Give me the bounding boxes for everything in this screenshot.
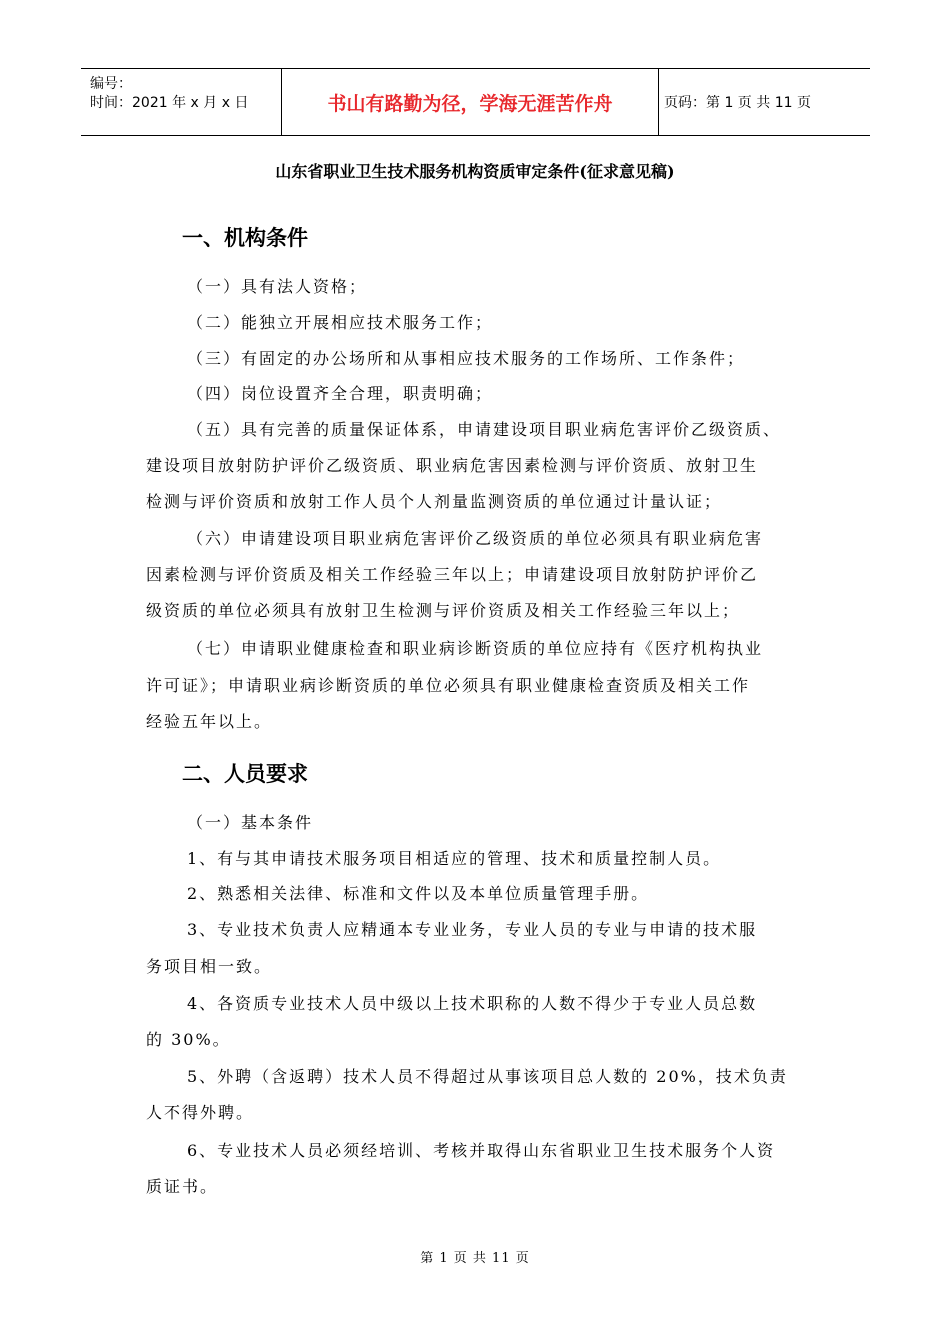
document-number-label: 编号： [90,76,132,92]
paragraph-line: 人不得外聘。 [146,1103,255,1122]
page-header [81,68,870,136]
paragraph-line: 质证书。 [146,1177,219,1196]
section-heading-institution: 一、机构条件 [182,226,308,250]
paragraph-line: 1、有与其申请技术服务项目相适应的管理、技术和质量控制人员。 [187,849,722,868]
paragraph-line: 检测与评价资质和放射工作人员个人剂量监测资质的单位通过计量认证； [146,492,723,511]
page-footer: 第 1 页 共 11 页 [420,1251,530,1266]
paragraph-line: 经验五年以上。 [146,712,273,731]
paragraph-line: 许可证》；申请职业病诊断资质的单位必须具有职业健康检查资质及相关工作 [146,676,751,695]
section-heading-personnel: 二、人员要求 [182,762,308,786]
paragraph-line: 4、各资质专业技术人员中级以上技术职称的人数不得少于专业人员总数 [187,994,758,1013]
paragraph-line: （一）基本条件 [187,813,314,832]
paragraph-line: （五）具有完善的质量保证体系，申请建设项目职业病危害评价乙级资质、 [187,420,782,439]
paragraph-line: 2、熟悉相关法律、标准和文件以及本单位质量管理手册。 [187,884,650,903]
header-meta-cell [81,69,282,135]
paragraph-line: 3、专业技术负责人应精通本专业业务，专业人员的专业与申请的技术服 [187,920,758,939]
paragraph-line: 的 30%。 [146,1030,231,1049]
paragraph-line: 6、专业技术人员必须经培训、考核并取得山东省职业卫生技术服务个人资 [187,1141,776,1160]
paragraph-line: （四）岗位设置齐全合理，职责明确； [187,384,494,403]
paragraph-line: 5、外聘（含返聘）技术人员不得超过从事该项目总人数的 20%，技术负责 [187,1067,788,1086]
header-motto: 书山有路勤为径，学海无涯苦作舟 [282,69,659,135]
document-title: 山东省职业卫生技术服务机构资质审定条件(征求意见稿) [275,162,675,181]
paragraph-line: 务项目相一致。 [146,957,273,976]
paragraph-line: 因素检测与评价资质及相关工作经验三年以上；申请建设项目放射防护评价乙 [146,565,759,584]
paragraph-line: （三）有固定的办公场所和从事相应技术服务的工作场所、工作条件； [187,349,746,368]
paragraph-line: 建设项目放射防护评价乙级资质、职业病危害因素检测与评价资质、放射卫生 [146,456,759,475]
paragraph-line: （七）申请职业健康检查和职业病诊断资质的单位应持有《医疗机构执业 [187,639,764,658]
document-date-label: 时间：2021 年 x 月 x 日 [90,95,249,111]
header-page-info: 页码：第 1 页 共 11 页 [664,95,811,111]
paragraph-line: （二）能独立开展相应技术服务工作； [187,313,494,332]
paragraph-line: （六）申请建设项目职业病危害评价乙级资质的单位必须具有职业病危害 [187,529,764,548]
paragraph-line: 级资质的单位必须具有放射卫生检测与评价资质及相关工作经验三年以上； [146,601,741,620]
paragraph-line: （一）具有法人资格； [187,277,368,296]
